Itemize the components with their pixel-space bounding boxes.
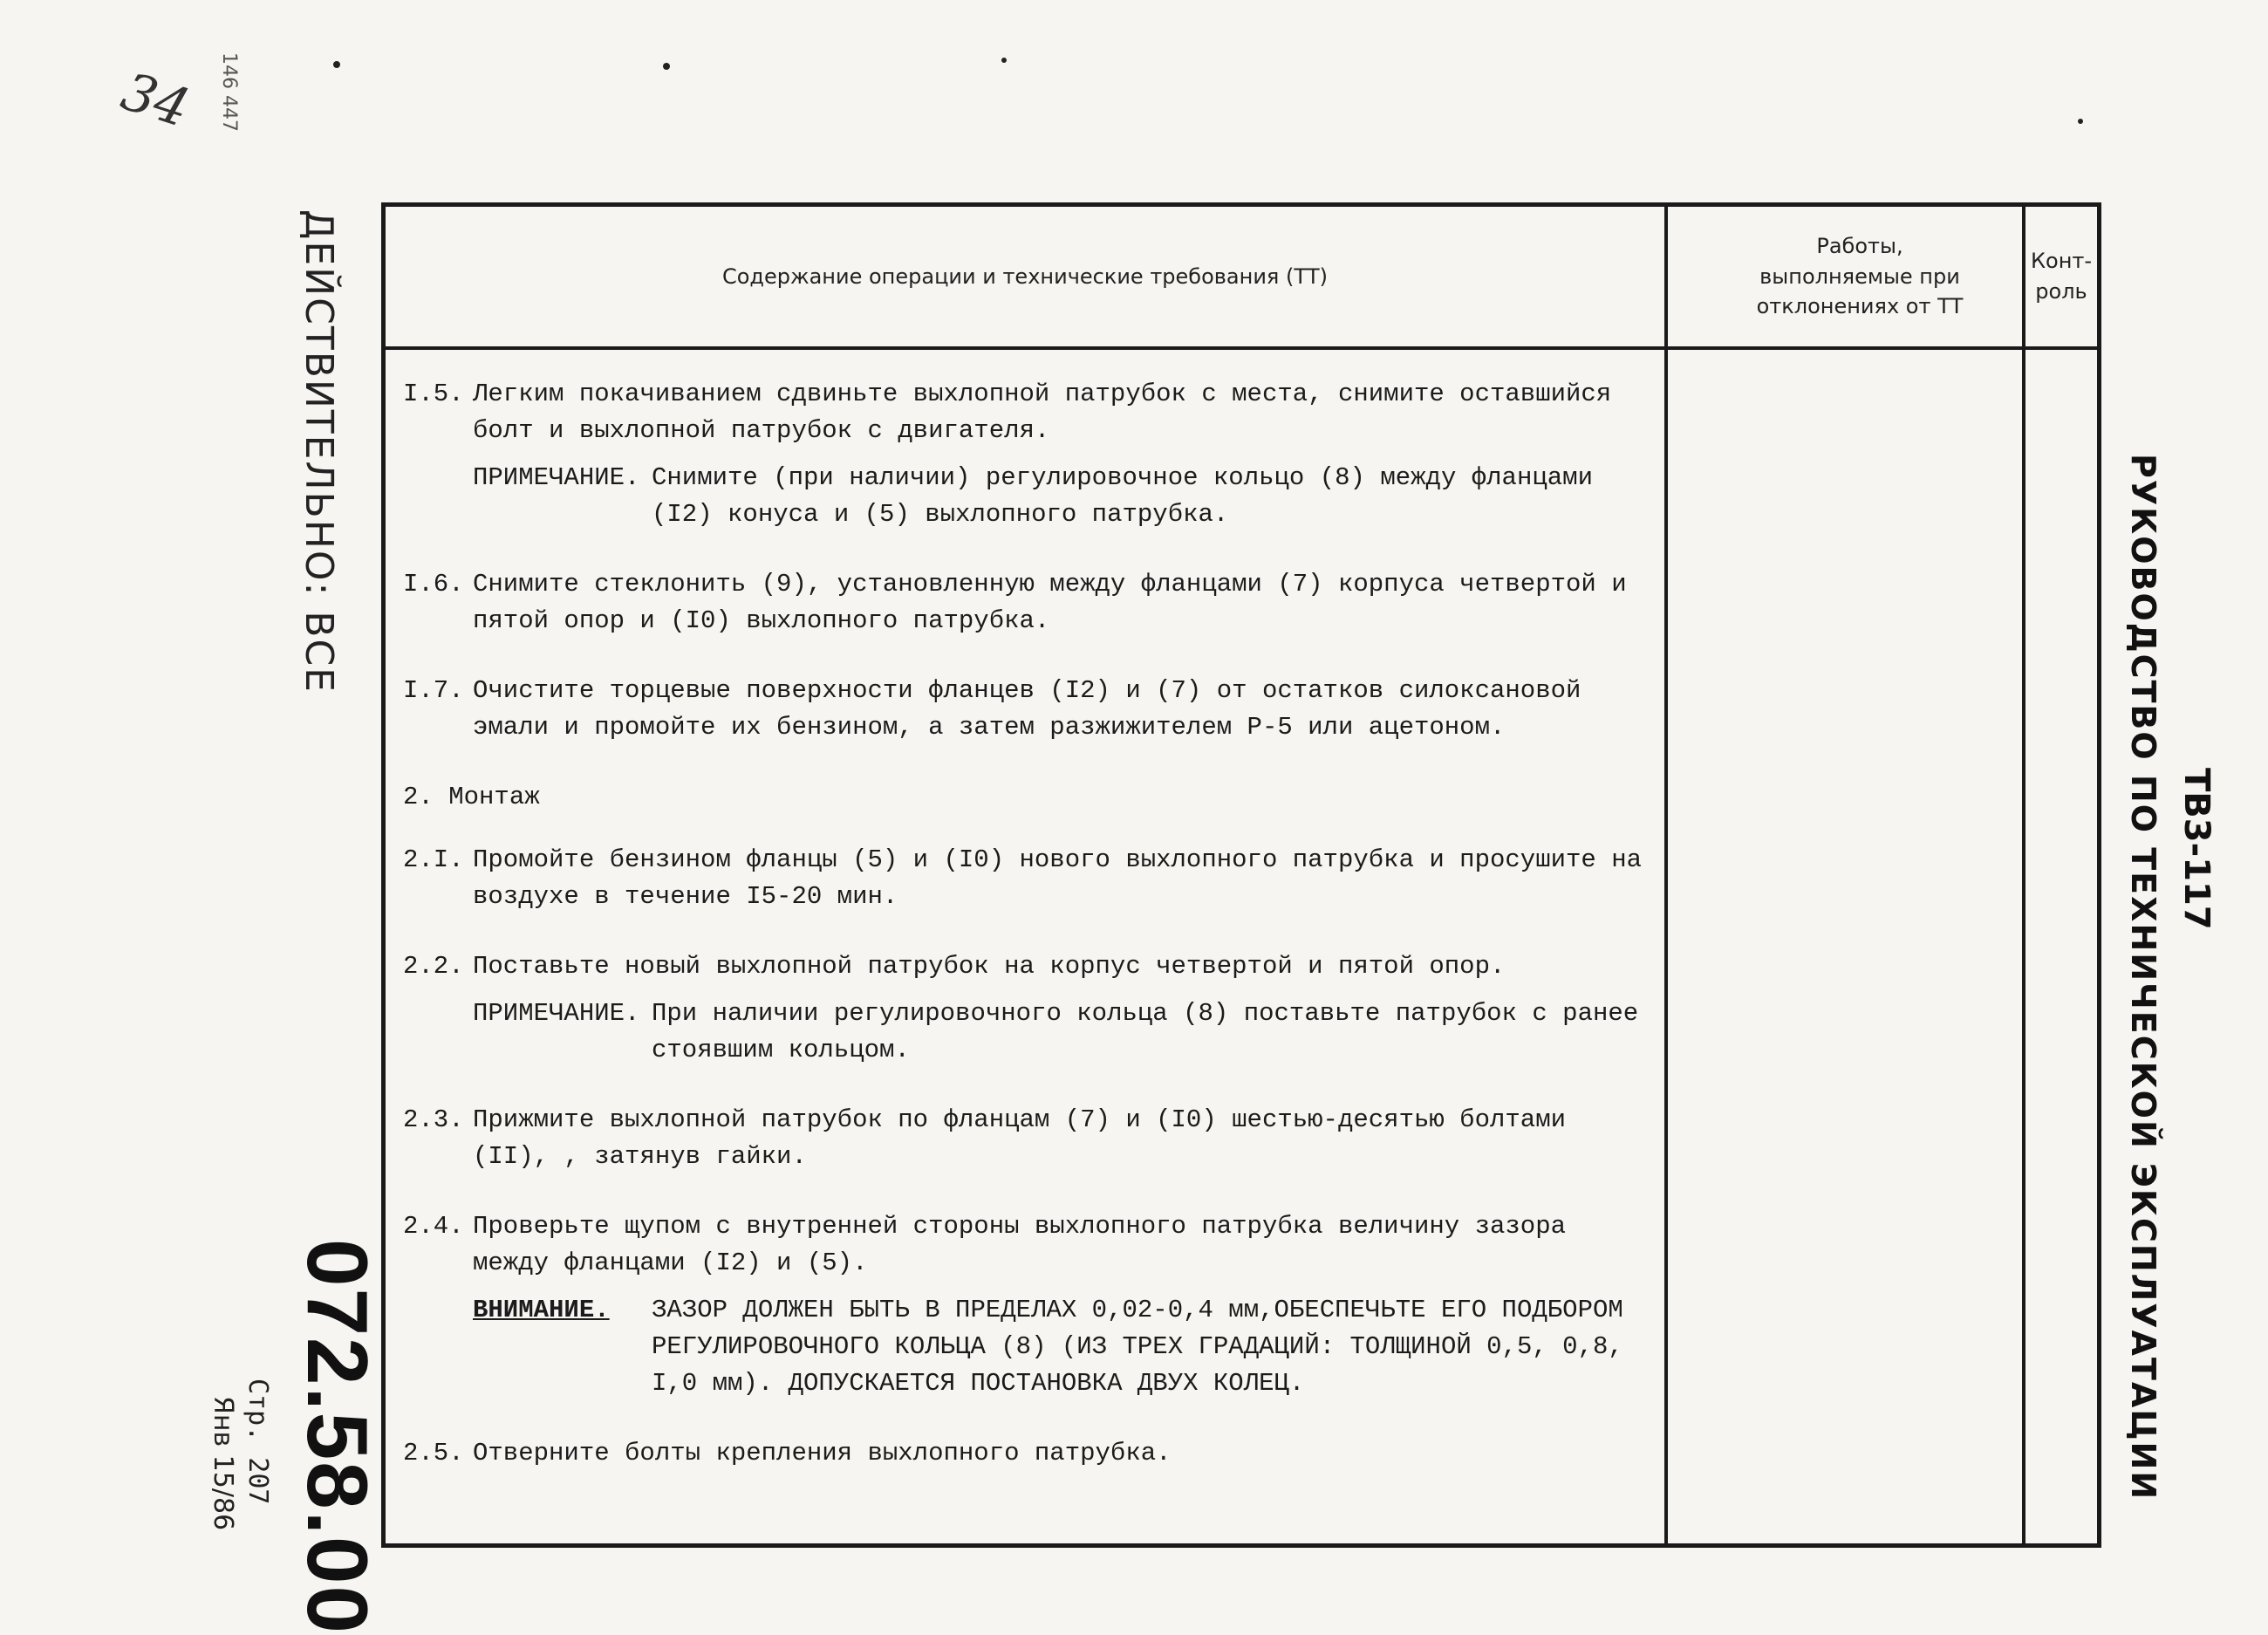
item-number: 2.I. — [403, 845, 464, 874]
operation-item — [403, 1435, 1643, 1472]
scan-speck — [1001, 58, 1007, 63]
revision-date: Янв 15/86 — [208, 1396, 238, 1531]
item-text: Промойте бензином фланцы (5) и (I0) нового выхлопного патрубка и просушите на воздухе в течение I5-20 мин. — [473, 845, 1643, 911]
note — [473, 460, 1643, 533]
operations-table — [381, 202, 2101, 1548]
item-text: Проверьте щупом с внутренней стороны выхлопного патрубка величину зазора между фланцами (I2) и (5). — [473, 1212, 1567, 1277]
scan-speck — [663, 63, 670, 70]
item-number: 2.4. — [403, 1212, 464, 1241]
section-heading: 2. Монтаж — [403, 783, 540, 811]
scan-speck — [2078, 119, 2083, 124]
operation-item — [403, 1102, 1643, 1175]
engine-model: ТВ3-117 — [2176, 768, 2217, 930]
item-text: Снимите стеклонить (9), установленную между фланцами (7) корпуса четвертой и пятой опор и (I0) выхлопного патрубка. — [473, 570, 1627, 635]
validity-label: ДЕЙСТВИТЕЛЬНО: ВСЕ — [297, 209, 341, 694]
header-control-column: Конт- роль — [2030, 249, 2093, 304]
handwritten-page-mark: 34 — [114, 60, 197, 140]
note-label: ПРИМЕЧАНИЕ. — [473, 999, 640, 1028]
note-text: Снимите (при наличии) регулировочное кольцо (8) между фланцами (I2) конуса и (5) выхлопного патрубка. — [652, 463, 1593, 529]
warning-label: ВНИМАНИЕ. — [473, 1296, 610, 1324]
item-number: I.6. — [403, 570, 464, 599]
operations-content — [386, 350, 1664, 1548]
header-deviations-column: Работы, выполняемые при отклонениях от ТТ — [1756, 233, 1964, 319]
item-number: 2.2. — [403, 952, 464, 981]
scan-speck — [333, 61, 340, 68]
item-text: Очистите торцевые поверхности фланцев (I2) и (7) от остатков силоксановой эмали и промойте их бензином, а затем разжижителем Р-5 или ацетоном. — [473, 676, 1581, 742]
item-text: Легким покачиванием сдвиньте выхлопной патрубок с места, снимите оставшийся болт и выхлопной патрубок с двигателя. — [473, 380, 1612, 445]
item-text: Отверните болты крепления выхлопного патрубка. — [473, 1439, 1172, 1467]
note-text: При наличии регулировочного кольца (8) поставьте патрубок с ранее стоявшим кольцом. — [652, 999, 1639, 1064]
item-text: Прижмите выхлопной патрубок по фланцам (7) и (I0) шестью-десятью болтами (II), , затянув гайки. — [473, 1105, 1567, 1171]
note — [473, 995, 1643, 1069]
operation-item — [403, 842, 1643, 915]
warning-text: ЗАЗОР ДОЛЖЕН БЫТЬ В ПРЕДЕЛАХ 0,02-0,4 мм,ОБЕСПЕЧЬТЕ ЕГО ПОДБОРОМ РЕГУЛИРОВОЧНОГО КОЛЬЦА (8) (ИЗ ТРЕХ ГРАДАЦИЙ: ТОЛЩИНОЙ 0,5, 0,8, I,0 мм). ДОПУСКАЕТСЯ ПОСТАНОВКА ДВУХ КОЛЕЦ. — [652, 1296, 1623, 1398]
manual-title: РУКОВОДСТВО ПО ТЕХНИЧЕСКОЙ ЭКСПЛУАТАЦИИ — [2124, 454, 2162, 1502]
column-divider — [2022, 207, 2025, 1543]
page-reference: Стр. 207 — [243, 1378, 273, 1505]
header-content-column: Содержание операции и технические требования (ТТ) — [721, 263, 1329, 289]
operation-item — [403, 673, 1643, 746]
item-number: 2.5. — [403, 1439, 464, 1467]
document-number: 072.58.00 — [290, 1239, 386, 1635]
item-number: 2.3. — [403, 1105, 464, 1134]
operation-item — [403, 948, 1643, 985]
column-divider — [1664, 207, 1668, 1543]
operation-item — [403, 566, 1643, 640]
item-number: I.5. — [403, 380, 464, 408]
item-number: I.7. — [403, 676, 464, 705]
item-text: Поставьте новый выхлопной патрубок на корпус четвертой и пятой опор. — [473, 952, 1506, 981]
note-label: ПРИМЕЧАНИЕ. — [473, 463, 640, 492]
operation-item — [403, 376, 1643, 449]
warning-note — [473, 1292, 1643, 1402]
operation-item — [403, 1208, 1643, 1282]
small-archive-code: 146 447 — [218, 52, 240, 132]
